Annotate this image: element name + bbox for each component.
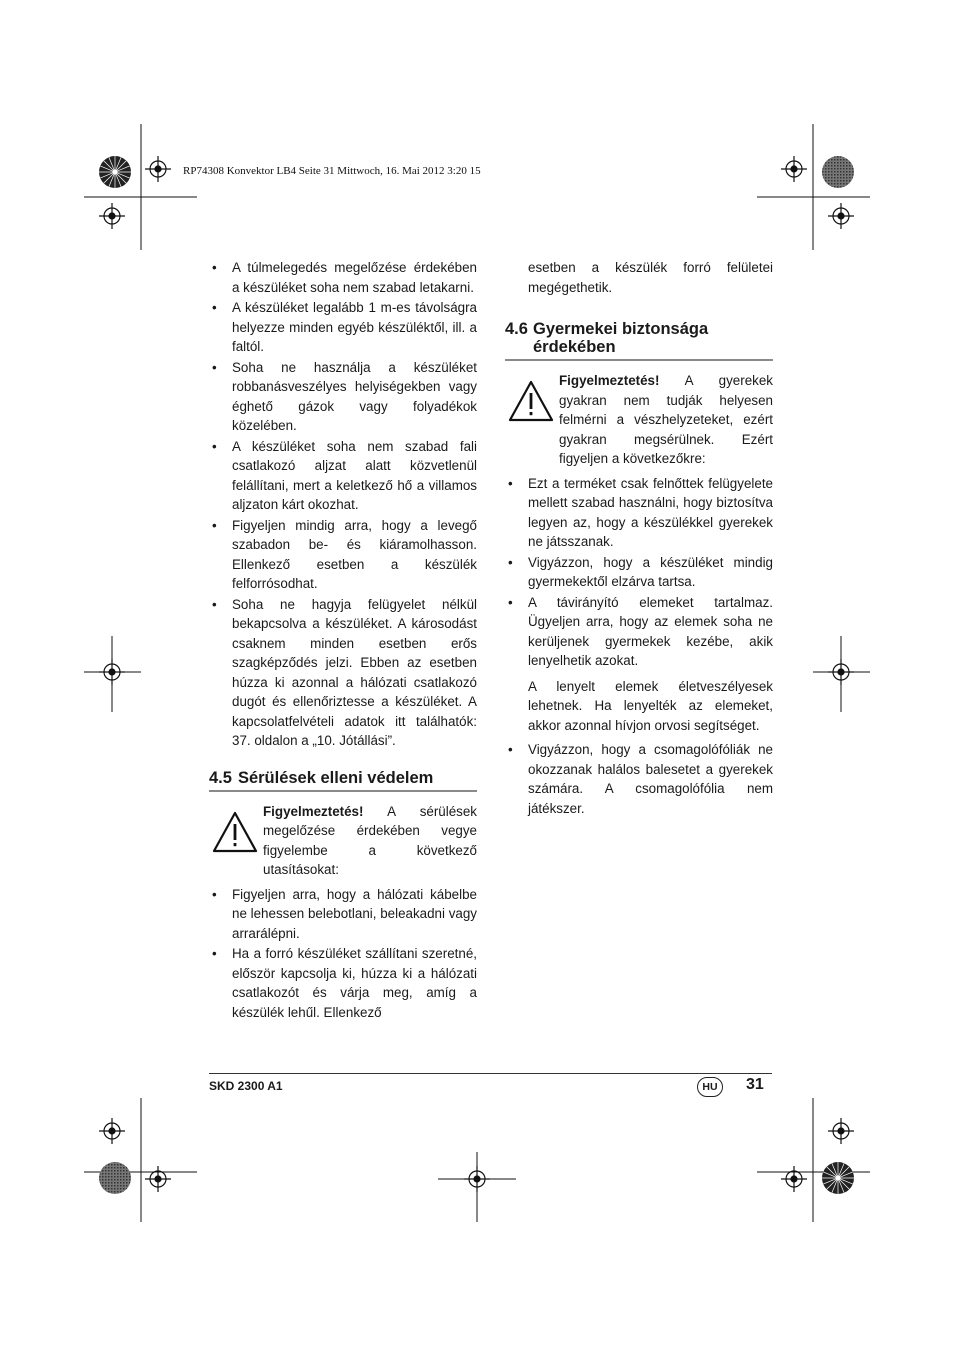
section-heading-4-5: [209, 769, 477, 792]
warning-triangle-icon: [209, 802, 263, 880]
section-number: 4.6: [505, 320, 528, 338]
warning-triangle-icon: [505, 371, 559, 469]
list-item: • A készüléket soha nem szabad fali csatlakozó aljzat alatt közvetlenül felállítani, mert a keletkező hő a villamos aljzaton kárt okozhat.: [209, 437, 477, 515]
right-column: [505, 258, 773, 818]
section-number: 4.5: [209, 768, 232, 787]
list-item: • Figyeljen mindig arra, hogy a levegő szabadon be- és kiáramolhasson. Ellenkező esetben a készülék felforrósodhat.: [209, 516, 477, 594]
warning-text: Figyelmeztetés! A sérülések megelőzése érdekében vegye figyelembe a következő utasításokat:: [263, 803, 477, 877]
section-title: Sérülések elleni védelem: [237, 768, 434, 787]
list-item: • Ezt a terméket csak felnőttek felügyelete mellett szabad használni, hogy biztosítva legyen az, hogy a készülékkel gyerekek ne játsszanak.: [505, 474, 773, 552]
injury-protection-list: [209, 885, 477, 1023]
list-item: • Soha ne hagyja felügyelet nélkül bekapcsolva a készüléket. A károsodást csaknem minden esetben erős szagképződés jelzi. Ebben az esetben húzza ki azonnal a hálózati csatlakozó dugót és ellenőriztesse a készüléket. A kapcsolatfelvételi adatok itt találhatók: 37. oldalon a „10. Jótállási”.: [209, 595, 477, 751]
list-item: • Figyeljen arra, hogy a hálózati kábelbe ne lehessen belebotlani, beleakadni vagy arrarálépni.: [209, 885, 477, 944]
left-column: [209, 258, 477, 1022]
list-item: • A túlmelegedés megelőzése érdekében a készüléket soha nem szabad letakarni.: [209, 258, 477, 297]
list-item: • Ha a forró készüléket szállítani szeretné, először kapcsolja ki, húzza ki a hálózati csatlakozót és várja meg, amíg a készülék lehűl. Ellenkező: [209, 944, 477, 1022]
list-item: • A távirányító elemeket tartalmaz. Ügyeljen arra, hogy az elemek soha ne kerüljenek gyermekek kezébe, akik lenyelhetik azokat. A lenyelt elemek életveszélyesek lehetnek. Ha lenyelték az elemeket, akkor azonnal hívjon orvosi segítséget.: [505, 593, 773, 736]
warning-label: Figyelmeztetés!: [559, 373, 660, 388]
list-item: • Vigyázzon, hogy a készüléket mindig gyermekektől elzárva tartsa.: [505, 553, 773, 592]
warning-block: [505, 371, 773, 469]
overheat-safety-list: [209, 258, 477, 751]
list-item: • Vigyázzon, hogy a csomagolófóliák ne okozzanak halálos balesetet a gyerekek számára. A csomagolófólia nem játékszer.: [505, 740, 773, 818]
list-item: • A készüléket legalább 1 m-es távolságra helyezze minden egyéb készüléktől, ill. a faltól.: [209, 298, 477, 357]
section-heading-4-6: [505, 320, 773, 361]
footer-divider: [209, 1073, 772, 1074]
page-number: 31: [746, 1076, 764, 1093]
section-title: Gyermekei biztonsága érdekében: [533, 320, 709, 356]
model-number: SKD 2300 A1: [209, 1079, 283, 1093]
warning-label: Figyelmeztetés!: [263, 803, 364, 819]
list-item: • Soha ne használja a készüléket robbanásveszélyes helyiségekben vagy éghető gázok vagy folyadékok közelében.: [209, 358, 477, 436]
continued-text: esetben a készülék forró felületei megégethetik.: [528, 260, 773, 295]
language-badge: HU: [697, 1077, 723, 1097]
warning-text: Figyelmeztetés! A gyerekek gyakran nem tudják helyesen felmérni a vészhelyzeteket, ezért gyakran megsérülnek. Ezért figyeljen a következőkre:: [559, 373, 773, 466]
child-safety-list: [505, 474, 773, 819]
warning-block: [209, 802, 477, 880]
print-header: RP74308 Konvektor LB4 Seite 31 Mittwoch, 16. Mai 2012 3:20 15: [183, 165, 481, 177]
